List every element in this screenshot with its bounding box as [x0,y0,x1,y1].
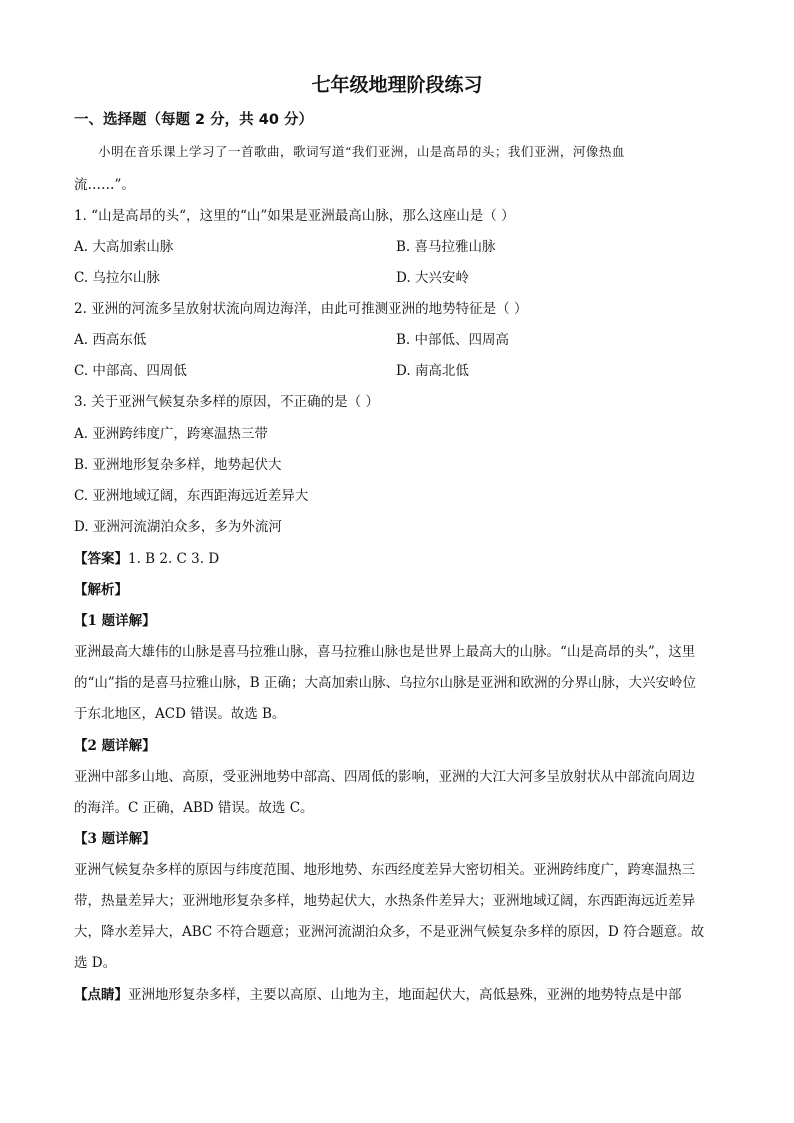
answer-text: 1. B 2. C 3. D [128,551,220,567]
question-1-stem: 1. “山是高昂的头“，这里的“山”如果是亚洲最高山脉，那么这座山是（ ） [74,208,515,224]
detail-2-label: 【2 题详解】 [74,738,156,754]
intro-line-2: 流……”。 [74,177,135,193]
detail-3-line-4: 选 D。 [74,955,117,971]
tip-label: 【点睛】 [74,987,128,1003]
question-1-option-a: A. 大高加索山脉 [74,239,174,255]
answer-row [74,547,219,567]
detail-3-line-2: 带，热量差异大；亚洲地形复杂多样，地势起伏大，水热条件差异大；亚洲地域辽阔，东西距海远近差异 [74,893,695,909]
detail-3-line-3: 大，降水差异大，ABC 不符合题意；亚洲河流湖泊众多，不是亚洲气候复杂多样的原因，D 符合题意。故 [74,924,705,940]
question-3-option-a: A. 亚洲跨纬度广，跨寒温热三带 [74,426,268,442]
detail-3-line-1: 亚洲气候复杂多样的原因与纬度范围、地形地势、东西经度差异大密切相关。亚洲跨纬度广，跨寒温热三 [74,862,695,878]
detail-3-label: 【3 题详解】 [74,831,156,847]
detail-2-line-1: 亚洲中部多山地、高原，受亚洲地势中部高、四周低的影响，亚洲的大江大河多呈放射状从中部流向周边 [74,769,695,785]
detail-2-line-2: 的海洋。C 正确，ABD 错误。故选 C。 [74,800,314,816]
answer-label: 【答案】 [74,551,128,567]
tip-row [74,983,682,1003]
detail-1-label: 【1 题详解】 [74,613,156,629]
section-heading: 一、选择题（每题 2 分，共 40 分） [74,112,313,128]
question-3-option-d: D. 亚洲河流湖泊众多，多为外流河 [74,519,282,535]
question-2-option-a: A. 西高东低 [74,332,147,348]
question-3-option-c: C. 亚洲地域辽阔，东西距海远近差异大 [74,488,309,504]
question-2-option-b: B. 中部低、四周高 [396,332,510,348]
question-1-option-c: C. 乌拉尔山脉 [74,270,160,286]
page-title: 七年级地理阶段练习 [311,74,483,96]
tip-text: 亚洲地形复杂多样，主要以高原、山地为主，地面起伏大，高低悬殊，亚洲的地势特点是中部 [128,987,682,1003]
detail-1-line-1: 亚洲最高大雄伟的山脉是喜马拉雅山脉，喜马拉雅山脉也是世界上最高大的山脉。“山是高昂的头”，这里 [74,644,696,660]
analysis-label: 【解析】 [74,582,128,598]
question-1-option-d: D. 大兴安岭 [396,270,469,286]
question-3-stem: 3. 关于亚洲气候复杂多样的原因，不正确的是（ ） [74,394,379,410]
question-2-option-c: C. 中部高、四周低 [74,363,187,379]
question-2-option-d: D. 南高北低 [396,363,469,379]
detail-1-line-2: 的“山”指的是喜马拉雅山脉，B 正确；大高加索山脉、乌拉尔山脉是亚洲和欧洲的分界山脉，大兴安岭位 [74,675,697,691]
intro-line-1: 小明在音乐课上学习了一首歌曲，歌词写道“我们亚洲，山是高昂的头；我们亚洲，河像热血 [98,144,625,159]
question-3-option-b: B. 亚洲地形复杂多样，地势起伏大 [74,457,282,473]
question-1-option-b: B. 喜马拉雅山脉 [396,239,496,255]
question-2-stem: 2. 亚洲的河流多呈放射状流向周边海洋，由此可推测亚洲的地势特征是（ ） [74,301,528,317]
detail-1-line-3: 于东北地区，ACD 错误。故选 B。 [74,706,286,722]
